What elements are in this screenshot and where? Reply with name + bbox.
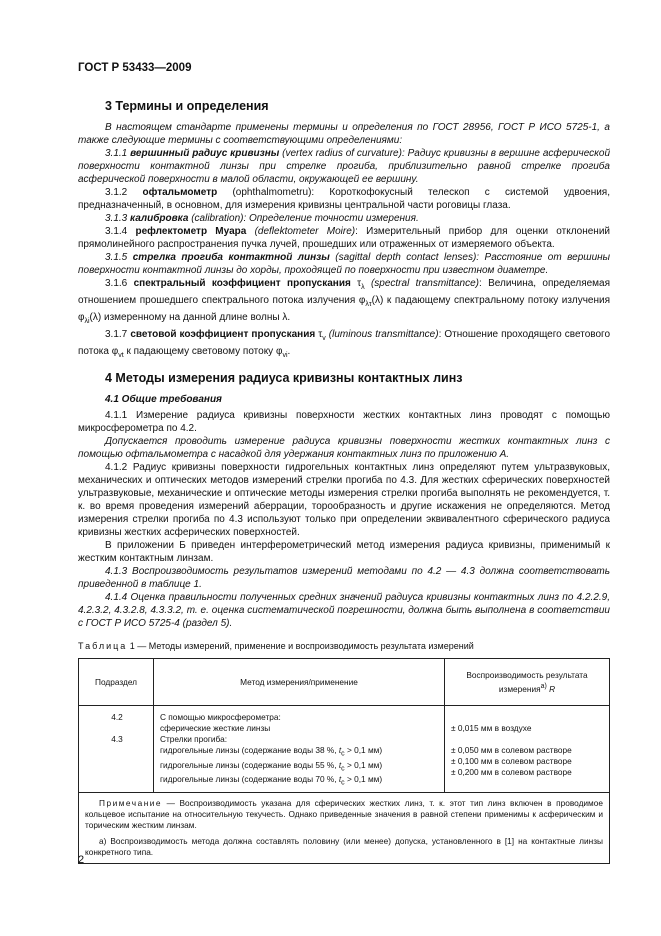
para-4-1-4: 4.1.4 Оценка правильности полученных средних значений радиуса кривизны контактных линз по 4.2.2.9, 4.2.3.2, 4.3.2.8, 4.3.3.2, т. е. оценка систематической погрешности, должна быть выполнена в соответствии с ГОСТ Р ИСО 5725-4 (раздел 5).: [78, 592, 610, 629]
section-3-intro: В настоящем стандарте применены термины и определения по ГОСТ 28956, ГОСТ Р ИСО 5725-1, а также следующие термины с соответствующими определениями:: [78, 122, 610, 146]
note-cell: [79, 792, 610, 863]
table-row: [79, 706, 610, 793]
term-3-1-6: 3.1.6 спектральный коэффициент пропускания $\tau_\lambda$ (spectral transmittance): Величина, определяемая отношением прошедшего спектрального потока излучения $\varphi_{\lambda\tau}(\lambda)$ к падающему спектральному потоку излучения $\varphi_{\lambda i}(\lambda)$ измеренному на данной длине волны λ.: [78, 278, 611, 325]
section-4-title: 4 Методы измерения радиуса кривизны контактных линз: [105, 371, 463, 385]
term-3-1-2: 3.1.2 офтальмометр (ophthalmometru): Короткофокусный телескоп с системой удвоения, предназначенный, в основном, для измерения кривизны центральной части роговицы глаза.: [78, 187, 610, 211]
para-4-1-3: 4.1.3 Воспроизводимость результатов измерений методами по 4.2 — 4.3 должна соответствовать приведенной в таблице 1.: [78, 566, 610, 590]
subsection-cell: 4.2 4.3: [79, 706, 154, 793]
table-header-row: [79, 659, 610, 706]
document-header: ГОСТ Р 53433—2009: [78, 62, 192, 74]
table-caption: Таблица 1 — Методы измерений, применение и воспроизводимость результата измерений: [78, 641, 474, 651]
document-body: [78, 100, 610, 864]
table-note-row: [79, 792, 610, 863]
term-3-1-1: 3.1.1 вершинный радиус кривизны (vertex radius of curvature): Радиус кривизны в вершине асферической поверхности контактной линзы при стрелке прогиба, приблизительно равной стрелке прогиба асферической поверхности в малой области, окружающей ее вершину.: [78, 148, 611, 185]
section-3-title: 3 Термины и определения: [105, 99, 269, 113]
table-note: Примечание — Воспроизводимость указана для сферических жестких линз, т. к. этот тип линз включен в проводимое кольцевое испытание на относительную текучесть. Однако приведенные значения в равной степени применимы к асферическим и торическим жестким линзам.: [85, 797, 603, 830]
term-3-1-3: 3.1.3 калибровка (calibration): Определение точности измерения.: [105, 213, 419, 224]
term-3-1-4: 3.1.4 рефлектометр Муара (deflektometer Moire): Измерительный прибор для оценки отклонений прямолинейного распространения пучка лучей, прошедших или отраженных от измеряемого объекта.: [78, 226, 610, 250]
para-4-1-2: 4.1.2 Радиус кривизны поверхности гидрогельных контактных линз определяют путем ультразвуковых, механических и оптических методов измерений стрелки прогиба по 4.3. Для жестких сферических поверхностей ультразвуковые, механические и оптические методы измерения стрелки прогиба выполнять не рекомендуется, т. к. во время проведения измерений аберрации, торообразность и другие искажения не определяются. Метод измерения стрелки прогиба по 4.3 используют только при определении эквивалентного сферического радиуса кривизны жестких асферических поверхностей.: [78, 462, 610, 538]
value-cell: ± 0,015 мм в воздухе ± 0,050 мм в солевом растворе ± 0,100 мм в солевом растворе ± 0,200 мм в солевом растворе: [445, 706, 610, 793]
header-subsection: Подраздел: [79, 659, 154, 706]
para-4-1-2-appendix: В приложении Б приведен интерферометрический метод измерения радиуса кривизны, применимый к жестким контактным линзам.: [78, 540, 610, 564]
header-method: Метод измерения/применение: [154, 659, 445, 706]
methods-table: [78, 658, 610, 864]
table-footnote: а) Воспроизводимость метода должна составлять половину (или менее) допуска, установленного в [1] на контактные линзы конкретного типа.: [85, 835, 603, 857]
subsection-4-1-title: 4.1 Общие требования: [105, 394, 222, 405]
para-4-1-1-italic: Допускается проводить измерение радиуса кривизны поверхности жестких контактных линз с помощью офтальмометра с насадкой для удержания контактных линз по приложению А.: [78, 436, 610, 460]
para-4-1-1: 4.1.1 Измерение радиуса кривизны поверхности жестких контактных линз проводят с помощью микросферометра по 4.2.: [78, 410, 610, 434]
page-number: 2: [78, 854, 85, 866]
term-3-1-5: 3.1.5 стрелка прогиба контактной линзы (sagittal depth contact lenses): Расстояние от вершины поверхности контактной линзы до хорды, проходящей по поверхности при известном диаметре.: [78, 252, 610, 276]
method-cell: С помощью микросферометра: сферические жесткие линзы Стрелки прогиба: гидрогельные линзы (содержание воды 38 %, $t_c > 0,1$ мм) гидрогельные линзы (содержание воды 55 %, $t_c > 0,1$ мм) гидрогельные линзы (содержание воды 70 %, $t_c > 0,1$ мм): [154, 706, 445, 793]
term-3-1-7: 3.1.7 световой коэффициент пропускания $\tau_v$ (luminous transmittance): Отношение проходящего светового потока $\varphi_{vt}$ к падающему световому потоку $\varphi_{vi}$.: [78, 329, 611, 359]
header-reproducibility: Воспроизводимость результата измерения$^{а)}$ R: [445, 659, 610, 706]
